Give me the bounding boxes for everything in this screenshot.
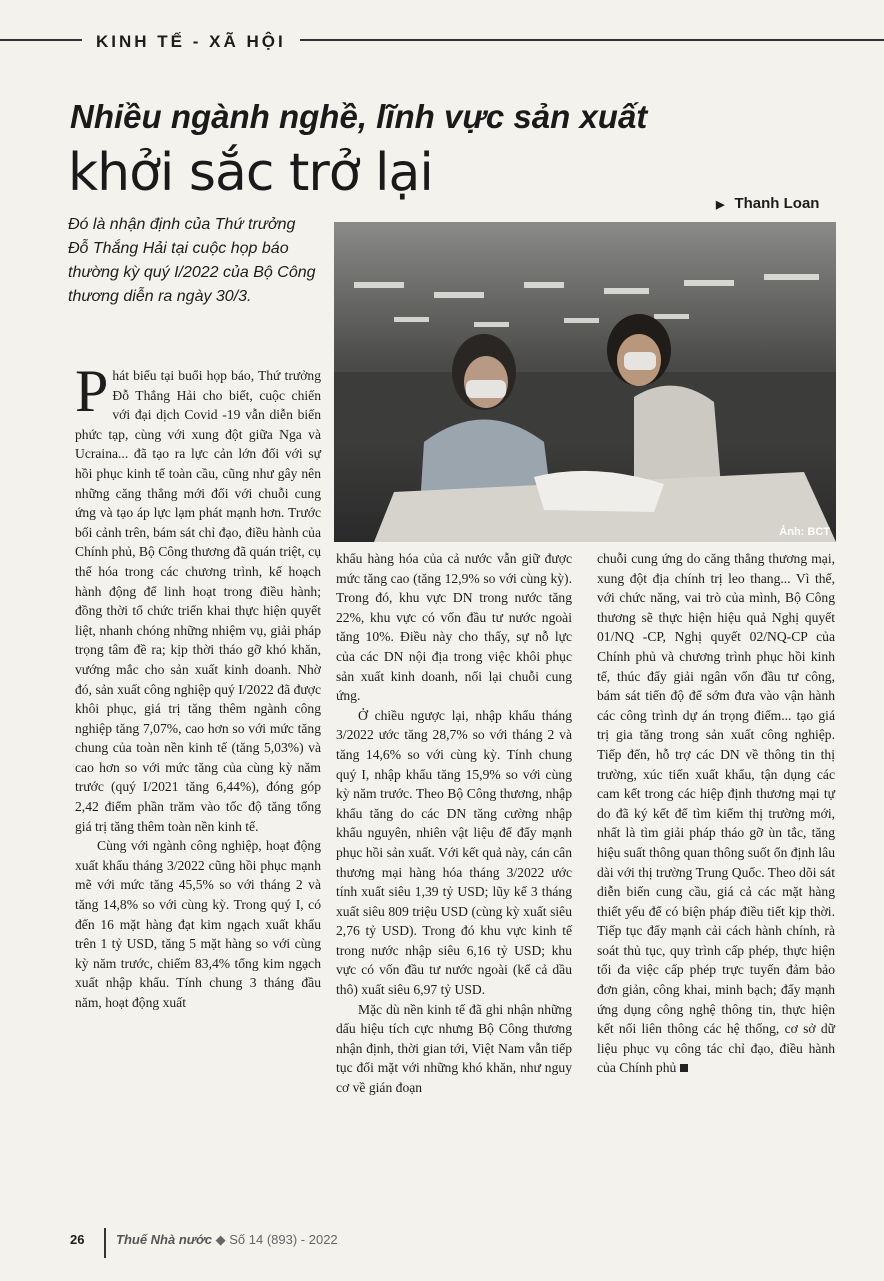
end-mark-icon bbox=[680, 1064, 688, 1072]
drop-cap: P bbox=[75, 358, 109, 424]
byline bbox=[716, 195, 819, 212]
section-label: KINH TẾ - XÃ HỘI bbox=[82, 30, 300, 54]
paragraph bbox=[597, 549, 835, 1078]
factory-workers-photo bbox=[334, 222, 836, 542]
footer-divider bbox=[104, 1228, 106, 1258]
paragraph: khẩu hàng hóa của cả nước vẫn giữ được mức tăng cao (tăng 12,9% so với cùng kỳ). Trong đó, khu vực DN trong nước tăng 22%, khu vực có vốn đầu tư nước ngoài tăng 10%. Điều này cho thấy, sự nỗ lực của các DN nội địa trong việc khôi phục sản xuất kinh doanh, nối lại chuỗi cung ứng. bbox=[336, 551, 572, 704]
article-column-1 bbox=[75, 358, 321, 1013]
paragraph: Mặc dù nền kinh tế đã ghi nhận những dấu hiệu tích cực nhưng Bộ Công thương nhận định, thời gian tới, Việt Nam vẫn tiếp tục đối mặt với những khó khăn, như nguy cơ về gián đoạn bbox=[336, 1001, 572, 1096]
play-triangle-icon: ▶ bbox=[716, 199, 725, 211]
footer-publication bbox=[116, 1232, 338, 1248]
page-number: 26 bbox=[70, 1232, 85, 1247]
paragraph-text: chuỗi cung ứng do căng thẳng thương mại, xung đột địa chính trị leo thang... Vì thế, với chức năng, vai trò của mình, Bộ Công thương sẽ thực hiện hiệu quả Nghị quyết 01/NQ -CP, Nghị quyết 02/NQ-CP của Chính phủ và chương trình phục hồi kinh tế, thúc đẩy giải ngân vốn đầu tư công, bám sát tiến độ để sớm đưa vào vận hành các công trình dự án trọng điểm... tạo giá trị gia tăng trong sản xuất công nghiệp. Tiếp đến, hỗ trợ các DN về thông tin thị trường, xúc tiến xuất khẩu, tận dụng các cam kết trong các hiệp định thương mại tự do đã ký kết để tìm kiếm thị trường mới, nhất là tìm giải pháp tháo gỡ ùn tắc, tăng hiệu suất thông quan thông suốt ổn định lâu dài với thị trường Trung Quốc. Theo dõi sát diễn biến cung cầu, giá cả các mặt hàng thiết yếu để có biện pháp điều tiết kịp thời. Tiếp tục đẩy mạnh cải cách hành chính, rà soát thủ tục, quy trình cấp phép, thực hiện tối đa việc cấp phép trực tuyến đảm bảo đơn giản, công khai, minh bạch; đẩy mạnh ứng dụng công nghệ thông tin, thực hiện kết nối liên thông các hệ thống, cơ sở dữ liệu phục vụ công tác chỉ đạo, điều hành của Chính phủ bbox=[597, 551, 835, 1076]
photo-caption: Ảnh: BCT bbox=[779, 526, 830, 538]
paragraph: Cùng với ngành công nghiệp, hoạt động xuất khẩu tháng 3/2022 cũng hồi phục mạnh mẽ với mức tăng 45,5% so với tháng 2 và tăng 14,8% so với cùng kỳ. Trong quý I, có đến 16 mặt hàng đạt kim ngạch xuất khẩu trên 1 tỷ USD, tăng 5 mặt hàng so với cùng kỳ năm trước, chiếm 83,4% tổng kim ngạch xuất nhập khẩu. Tính chung 3 tháng đầu năm, hoạt động xuất bbox=[75, 838, 321, 1010]
paragraph bbox=[75, 358, 321, 836]
article-photo bbox=[334, 222, 836, 542]
magazine-name: Thuế Nhà nước bbox=[116, 1232, 213, 1247]
article-column-2 bbox=[336, 549, 572, 1098]
headline-line-2: khởi sắc trở lại bbox=[68, 143, 433, 203]
headline-line-1: Nhiều ngành nghề, lĩnh vực sản xuất bbox=[70, 98, 648, 135]
article-column-3 bbox=[597, 549, 835, 1078]
diamond-icon: ◆ bbox=[215, 1232, 230, 1247]
paragraph: Ở chiều ngược lại, nhập khẩu tháng 3/2022 ước tăng 28,7% so với tháng 2 và tăng 14,6% so với cùng kỳ. Tính chung quý I, nhập khẩu tăng 15,9% so với cùng kỳ năm trước. Theo Bộ Công thương, nhập khẩu tăng do các DN tăng cường nhập khẩu nguyên, nhiên vật liệu để đẩy mạnh phục hồi sản xuất. Với kết quả này, cán cân thương mại hàng hóa tháng 3/2022 ước tính xuất siêu 1,39 tỷ USD; lũy kế 3 tháng xuất siêu 809 triệu USD (cùng kỳ xuất siêu 2,76 tỷ USD). Trong đó khu vực kinh tế trong nước nhập siêu 6,16 tỷ USD; khu vực có vốn đầu tư nước ngoài (kể cả dầu thô) xuất siêu 6,97 tỷ USD. bbox=[336, 707, 572, 998]
lead-paragraph: Đó là nhận định của Thứ trưởng Đỗ Thắng Hải tại cuộc họp báo thường kỳ quý I/2022 của Bộ Công thương diễn ra ngày 30/3. bbox=[68, 216, 316, 305]
author-name: Thanh Loan bbox=[734, 195, 820, 212]
issue-number: Số 14 (893) - 2022 bbox=[229, 1232, 338, 1247]
paragraph-text: hát biểu tại buổi họp báo, Thứ trưởng Đỗ Thắng Hải cho biết, cuộc chiến với đại dịch Covid -19 vẫn diễn biến phức tạp, cùng với xung đột giữa Nga và Ucraina... đã tạo ra lực cản lớn đối với sự hồi phục kinh tế toàn cầu, cũng như gây nên những căng thẳng mới đối với chuỗi cung ứng và tạo áp lực lạm phát mạnh hơn. Trước bối cảnh trên, bám sát chỉ đạo, điều hành của Chính phủ, Bộ Công thương đã quán triệt, cụ thể hóa trong các chương trình, kế hoạch hành động để linh hoạt trong điều hành; đồng thời tổ chức triển khai thực hiện quyết liệt, nhanh chóng những nhiệm vụ, giải pháp trọng tâm đề ra; kịp thời tháo gỡ khó khăn, vướng mắc cho sản xuất kinh doanh. Nhờ đó, sản xuất công nghiệp quý I/2022 đã được khôi phục, giá trị tăng thêm ngành công nghiệp tăng 7,07%, cao hơn so với mức tăng chung của toàn nền kinh tế (tăng 5,03%) và cao hơn so với mức tăng của cùng kỳ năm trước (quý I/2021 tăng 6,44%), đóng góp 2,42 điểm phần trăm vào tốc độ tăng tổng giá trị tăng thêm toàn nền kinh tế. bbox=[75, 368, 321, 834]
